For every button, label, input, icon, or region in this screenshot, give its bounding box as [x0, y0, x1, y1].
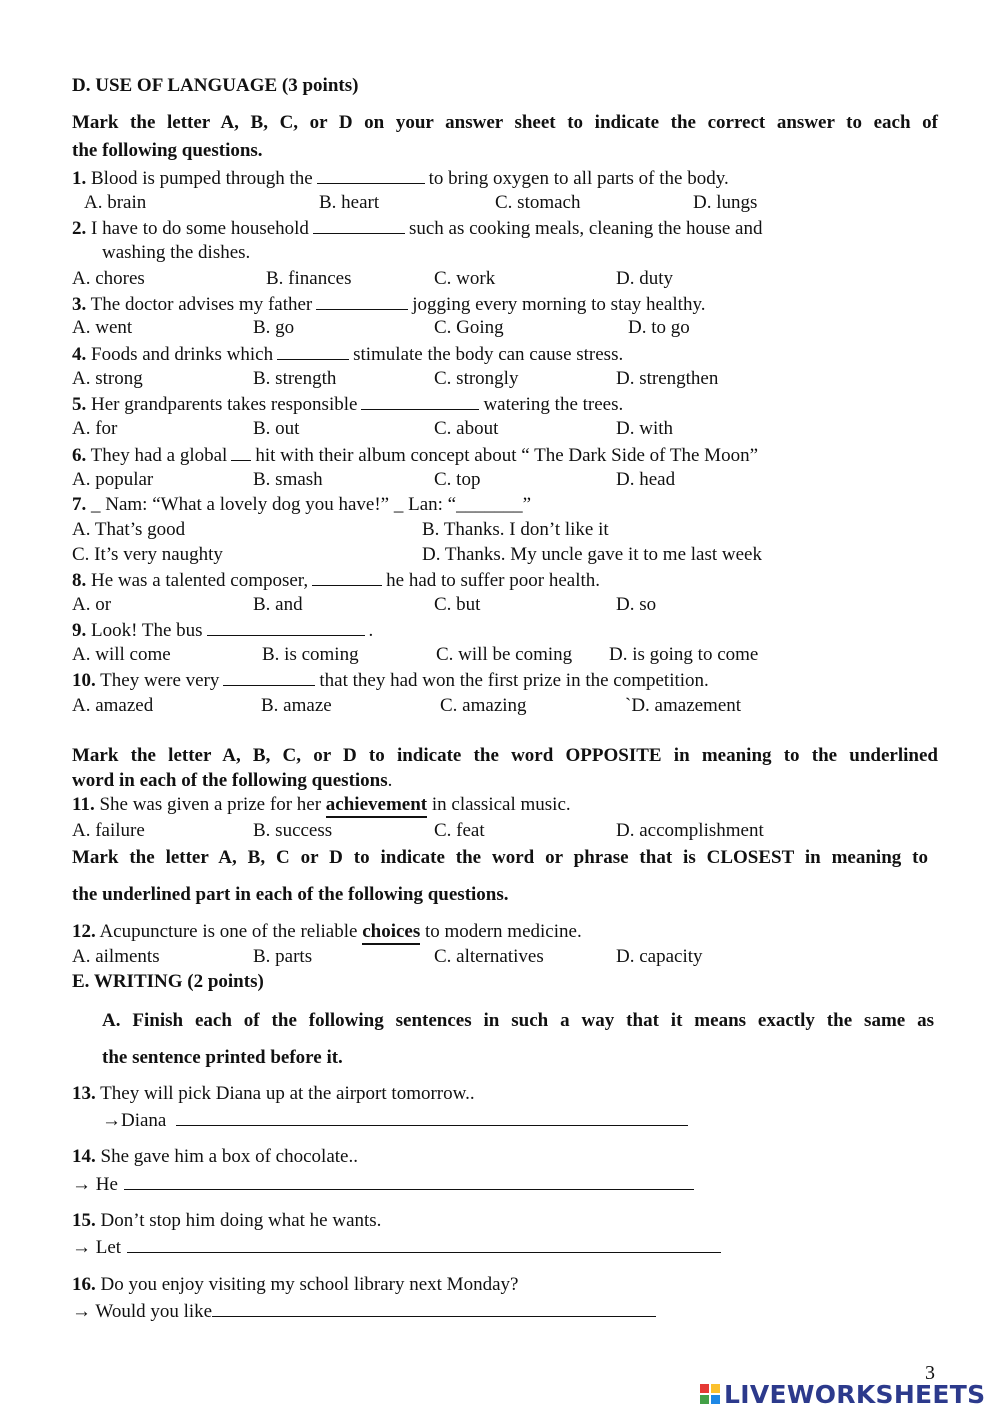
question-13-answer: →Diana: [102, 1110, 692, 1130]
answer-blank[interactable]: [223, 670, 315, 686]
option-a[interactable]: A. will come: [72, 644, 171, 665]
question-7: 7. _ Nam: “What a lovely dog you have!” _ Lan: “_______”: [72, 494, 532, 515]
option-d[interactable]: D. capacity: [616, 946, 703, 967]
option-d[interactable]: D. to go: [628, 317, 690, 338]
option-c[interactable]: C. amazing: [440, 695, 527, 716]
option-b[interactable]: B. out: [253, 418, 300, 439]
underlined-word: achievement: [326, 794, 427, 818]
question-12: 12. Acupuncture is one of the reliable choices to modern medicine.: [72, 922, 582, 941]
answer-blank[interactable]: [207, 620, 365, 636]
question-16: 16. Do you enjoy visiting my school library next Monday?: [72, 1274, 519, 1295]
option-b[interactable]: B. amaze: [261, 695, 332, 716]
answer-blank[interactable]: [312, 570, 382, 586]
option-b[interactable]: B. success: [253, 820, 333, 841]
writing-part-a-instruction: A. Finish each of the following sentences in such a way that it means exactly the same as: [102, 1010, 934, 1031]
question-16-answer: → Would you like: [72, 1301, 660, 1321]
option-d[interactable]: D. strengthen: [616, 368, 719, 389]
option-c[interactable]: C. work: [434, 268, 496, 289]
question-15: 15. Don’t stop him doing what he wants.: [72, 1210, 382, 1231]
question-14: 14. She gave him a box of chocolate..: [72, 1146, 358, 1167]
option-a[interactable]: A. brain: [84, 192, 147, 213]
option-d[interactable]: D. duty: [616, 268, 673, 289]
option-c[interactable]: C. stomach: [495, 192, 581, 213]
logo-squares-icon: [700, 1384, 720, 1404]
section-d-instruction: Mark the letter A, B, C, or D on your answer sheet to indicate the correct answer to each of: [72, 112, 938, 133]
logo-square: [700, 1384, 709, 1393]
option-a[interactable]: A. That’s good: [72, 519, 186, 540]
option-a[interactable]: A. chores: [72, 268, 145, 289]
section-d-title: D. USE OF LANGUAGE (3 points): [72, 75, 359, 96]
writing-part-a-instruction-cont: the sentence printed before it.: [102, 1047, 343, 1068]
answer-line[interactable]: [124, 1174, 694, 1190]
logo-text: LIVEWORKSHEETS: [724, 1379, 986, 1409]
option-a[interactable]: A. ailments: [72, 946, 160, 967]
closest-instruction: Mark the letter A, B, C or D to indicate the word or phrase that is CLOSEST in meaning to: [72, 847, 928, 868]
option-a[interactable]: A. strong: [72, 368, 143, 389]
liveworksheets-logo[interactable]: [700, 1380, 985, 1408]
option-d[interactable]: D. accomplishment: [616, 820, 764, 841]
answer-blank[interactable]: [317, 168, 425, 184]
option-d[interactable]: D. so: [616, 594, 657, 615]
question-13: 13. They will pick Diana up at the airport tomorrow..: [72, 1083, 475, 1104]
option-a[interactable]: A. amazed: [72, 695, 154, 716]
section-d-instruction-cont: the following questions.: [72, 140, 263, 161]
question-2-cont: washing the dishes.: [102, 242, 251, 263]
option-b[interactable]: B. is coming: [262, 644, 359, 665]
answer-line[interactable]: [176, 1110, 688, 1126]
question-4: 4. Foods and drinks which stimulate the body can cause stress.: [72, 344, 624, 365]
option-c[interactable]: C. about: [434, 418, 499, 439]
option-c[interactable]: C. but: [434, 594, 481, 615]
option-d[interactable]: D. head: [616, 469, 676, 490]
closest-instruction-cont: the underlined part in each of the following questions.: [72, 884, 509, 905]
question-3: 3. The doctor advises my father jogging every morning to stay healthy.: [72, 294, 706, 315]
option-d[interactable]: D. Thanks. My uncle gave it to me last week: [422, 544, 762, 565]
answer-blank[interactable]: [231, 445, 251, 461]
answer-line[interactable]: [127, 1237, 721, 1253]
answer-line[interactable]: [212, 1301, 656, 1317]
question-1: 1. Blood is pumped through the to bring oxygen to all parts of the body.: [72, 168, 729, 189]
question-15-answer: → Let: [72, 1237, 725, 1257]
option-a[interactable]: A. for: [72, 418, 118, 439]
option-c[interactable]: C. top: [434, 469, 481, 490]
option-b[interactable]: B. heart: [319, 192, 380, 213]
option-d[interactable]: D. with: [616, 418, 673, 439]
question-2: 2. I have to do some household such as cooking meals, cleaning the house and: [72, 218, 763, 239]
logo-square: [711, 1384, 720, 1393]
option-c[interactable]: C. will be coming: [436, 644, 573, 665]
opposite-instruction: Mark the letter A, B, C, or D to indicate the word OPPOSITE in meaning to the underlined: [72, 745, 938, 766]
answer-blank[interactable]: [277, 344, 349, 360]
option-b[interactable]: B. smash: [253, 469, 323, 490]
answer-blank[interactable]: [361, 394, 479, 410]
answer-blank[interactable]: [313, 218, 405, 234]
option-b[interactable]: B. finances: [266, 268, 352, 289]
option-a[interactable]: A. or: [72, 594, 112, 615]
question-10: 10. They were very that they had won the first prize in the competition.: [72, 670, 709, 691]
option-c[interactable]: C. feat: [434, 820, 485, 841]
option-b[interactable]: B. parts: [253, 946, 313, 967]
section-e-title: E. WRITING (2 points): [72, 971, 264, 992]
option-b[interactable]: B. and: [253, 594, 303, 615]
option-c[interactable]: C. alternatives: [434, 946, 544, 967]
option-d[interactable]: D. lungs: [693, 192, 758, 213]
logo-square: [700, 1395, 709, 1404]
option-c[interactable]: C. It’s very naughty: [72, 544, 223, 565]
option-c[interactable]: C. Going: [434, 317, 504, 338]
question-5: 5. Her grandparents takes responsible watering the trees.: [72, 394, 624, 415]
option-d[interactable]: D. is going to come: [609, 644, 759, 665]
underlined-word: choices: [362, 921, 420, 945]
page-number: 3: [925, 1362, 935, 1384]
option-b[interactable]: B. strength: [253, 368, 337, 389]
question-9: 9. Look! The bus .: [72, 620, 374, 641]
question-8: 8. He was a talented composer, he had to suffer poor health.: [72, 570, 601, 591]
option-b[interactable]: B. Thanks. I don’t like it: [422, 519, 609, 540]
option-c[interactable]: C. strongly: [434, 368, 519, 389]
option-b[interactable]: B. go: [253, 317, 295, 338]
option-a[interactable]: A. went: [72, 317, 133, 338]
answer-blank[interactable]: [316, 294, 408, 310]
option-a[interactable]: A. failure: [72, 820, 145, 841]
option-a[interactable]: A. popular: [72, 469, 154, 490]
logo-square: [711, 1395, 720, 1404]
question-6: 6. They had a global hit with their album concept about “ The Dark Side of The Moon”: [72, 445, 759, 466]
question-14-answer: → He: [72, 1174, 698, 1194]
option-d[interactable]: `D. amazement: [625, 695, 742, 716]
question-11: 11. She was given a prize for her achievement in classical music.: [72, 795, 571, 814]
opposite-instruction-cont: word in each of the following questions.: [72, 770, 393, 791]
